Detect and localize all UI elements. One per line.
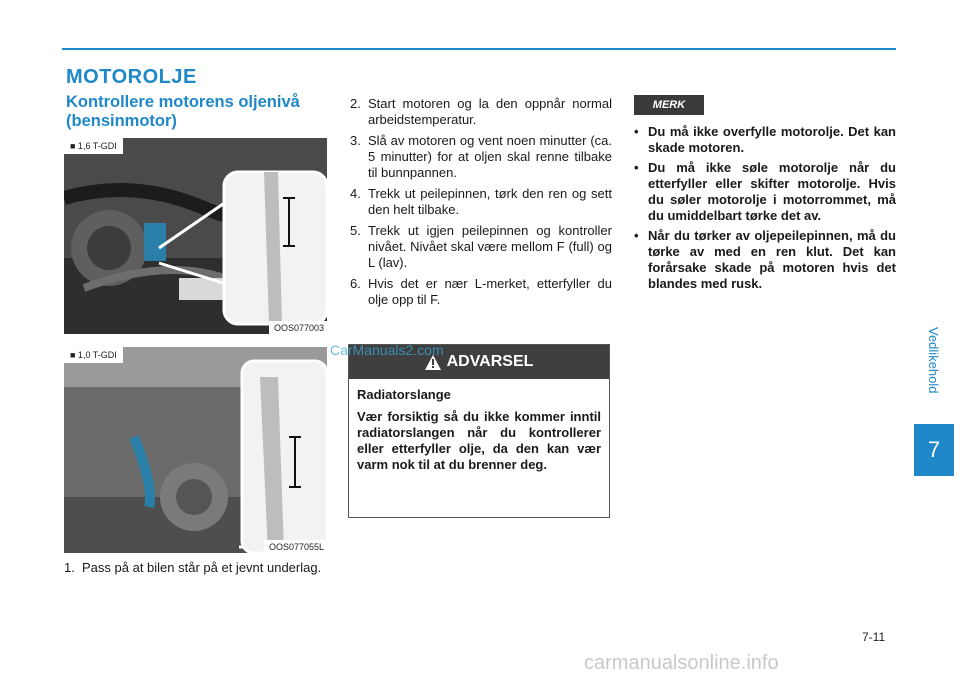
step-text: Trekk ut peilepinnen, tørk den ren og sett den helt tilbake. [368, 186, 612, 217]
note-item [632, 228, 896, 292]
step-text: Slå av motoren og vent noen minutter (ca. 5 minutter) for at oljen skal renne tilbake til bunnpannen. [368, 133, 612, 180]
engine-bay-illustration-2 [64, 347, 327, 553]
engine-photo-2 [64, 347, 327, 553]
steps-left [64, 560, 326, 581]
step-number: 5. [350, 223, 361, 238]
step-text: Pass på at bilen står på et jevnt underlag. [82, 560, 322, 575]
step-text: Trekk ut igjen peilepinnen og kontroller nivået. Nivået skal være mellom F (full) og L (lav). [368, 223, 612, 270]
watermark-bottom: carmanualsonline.info [584, 652, 779, 674]
chapter-side-label: Vedlikehold [926, 326, 941, 394]
engine-photo-1 [64, 138, 327, 334]
figure-code-2: OOS077055L [264, 540, 327, 553]
engine-label-1: ■ 1,6 T-GDI [64, 138, 123, 154]
watermark-top: CarManuals2.com [330, 342, 444, 358]
warning-title: ADVARSEL [446, 353, 534, 370]
step-number: 2. [350, 96, 361, 111]
step-number: 3. [350, 133, 361, 148]
note-badge: MERK [634, 95, 704, 115]
note-item [632, 124, 896, 156]
note-item [632, 160, 896, 224]
figure-code-1: OOS077003 [269, 321, 327, 334]
engine-bay-illustration-1 [64, 138, 327, 334]
warning-subtitle: Radiatorslange [357, 387, 451, 402]
subsection-title: Kontrollere motorens oljenivå (bensinmotor) [66, 93, 300, 130]
bullet: • [634, 160, 639, 175]
step-item [350, 133, 612, 181]
bullet: • [634, 124, 639, 139]
steps-middle [350, 96, 612, 313]
note-list [632, 124, 896, 296]
top-rule [62, 48, 896, 50]
step-item [350, 186, 612, 218]
warning-text: Vær forsiktig så du ikke kommer inntil radiatorslangen når du kontrollerer eller etterfyller olje, da den kan vær varm nok til at du brenner deg. [357, 409, 601, 472]
warning-box [348, 344, 610, 518]
bullet: • [634, 228, 639, 243]
note-text: Du må ikke søle motorolje når du etterfyller eller skifter motorolje. Hvis du søler motorolje i motorrommet, må du umiddelbart tørke det av. [648, 160, 896, 223]
warning-body [349, 379, 609, 473]
page-number: 7-11 [862, 630, 886, 644]
note-text: Når du tørker av oljepeilepinnen, må du tørke av med en ren klut. Det kan forårsake skade på motoren hvis det blandes med rusk. [648, 228, 896, 291]
step-item [350, 276, 612, 308]
step-item [350, 223, 612, 271]
step-item [350, 96, 612, 128]
step-number: 6. [350, 276, 361, 291]
section-title: MOTOROLJE [66, 66, 197, 88]
note-text: Du må ikke overfylle motorolje. Det kan skade motoren. [648, 124, 896, 155]
step-text: Start motoren og la den oppnår normal arbeidstemperatur. [368, 96, 612, 127]
chapter-tab: 7 [914, 424, 954, 476]
step-number: 4. [350, 186, 361, 201]
step-number: 1. [64, 560, 75, 575]
step-text: Hvis det er nær L-merket, etterfyller du olje opp til F. [368, 276, 612, 307]
step-item [64, 560, 326, 576]
engine-label-2: ■ 1,0 T-GDI [64, 347, 123, 363]
